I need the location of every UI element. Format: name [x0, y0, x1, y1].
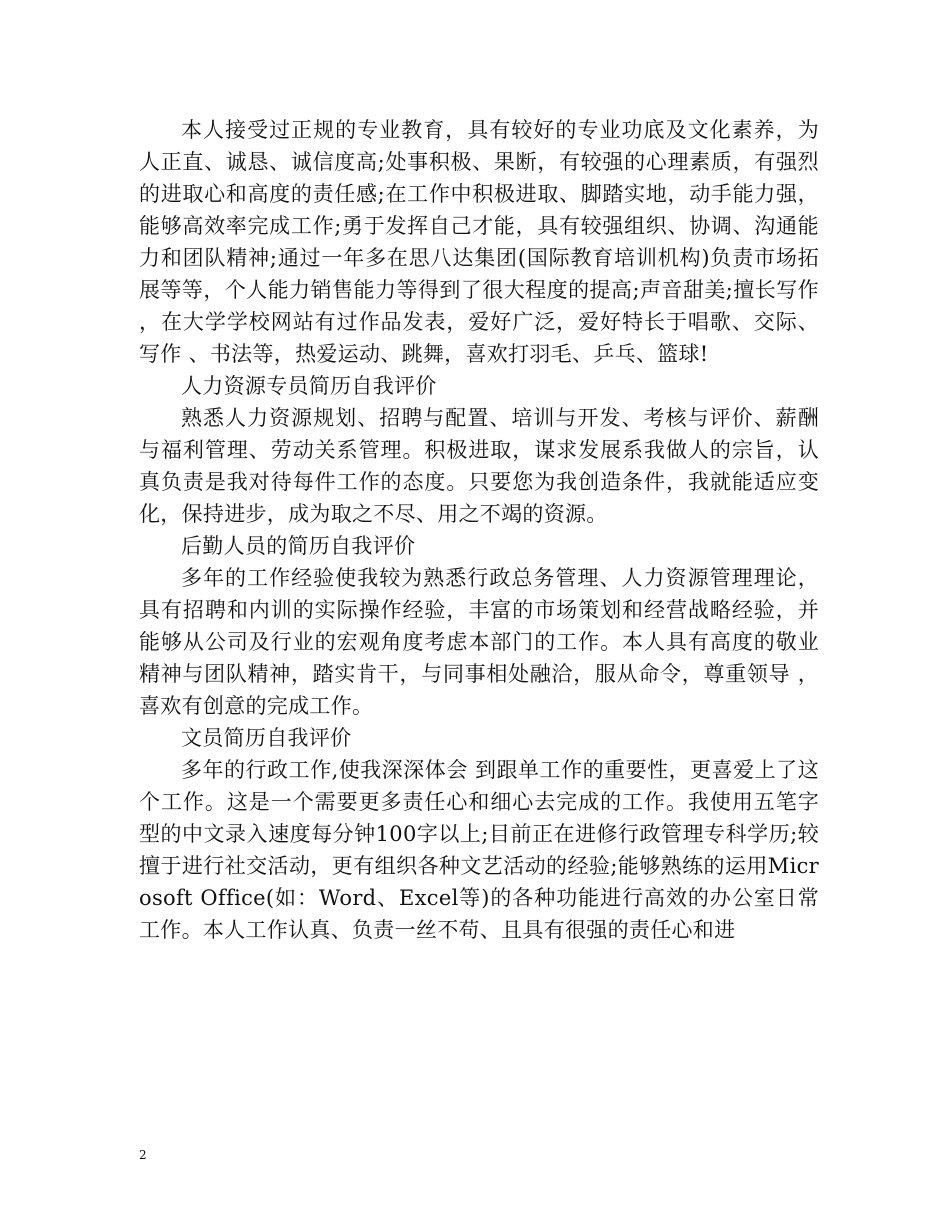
clerk-heading: 文员简历自我评价 [181, 726, 352, 750]
hr-specialist-heading: 人力资源专员简历自我评价 [181, 374, 437, 398]
clerk-paragraph: 多年的行政工作,使我深深体会 到跟单工作的重要性，更喜爱上了这个工作。这是一个需要更多责任心和细心去完成的工作。我使用五笔字型的中文录入速度每分钟100字以上;目前正在进修行政管理专科学历;较擅于进行社交活动，更有组织各种文艺活动的经验;能够熟练的运用Microsoft Office(如：Word、Excel等)的各种功能进行高效的办公室日常工作。本人工作认真、负责一丝不苟、且具有很强的责任心和进 [139, 758, 819, 942]
logistics-staff-paragraph: 多年的工作经验使我较为熟悉行政总务管理、人力资源管理理论，具有招聘和内训的实际操作经验，丰富的市场策划和经营战略经验，并能够从公司及行业的宏观角度考虑本部门的工作。本人具有高度的敬业精神与团队精神，踏实肯干，与同事相处融洽，服从命令，尊重领导 ，喜欢有创意的完成工作。 [139, 566, 819, 718]
self-evaluation-paragraph: 本人接受过正规的专业教育，具有较好的专业功底及文化素养，为人正直、诚恳、诚信度高;处事积极、果断，有较强的心理素质，有强烈的进取心和高度的责任感;在工作中积极进取、脚踏实地，动手能力强，能够高效率完成工作;勇于发挥自己才能，具有较强组织、协调、沟通能力和团队精神;通过一年多在思八达集团(国际教育培训机构)负责市场拓展等等，个人能力销售能力等得到了很大程度的提高;声音甜美;擅长写作 ，在大学学校网站有过作品发表，爱好广泛，爱好特长于唱歌、交际、写作 、书法等，热爱运动、跳舞，喜欢打羽毛、乒乓、篮球! [139, 118, 819, 366]
page-number: 2 [139, 1148, 147, 1162]
logistics-staff-heading: 后勤人员的简历自我评价 [181, 534, 416, 558]
document-body [139, 114, 819, 946]
hr-specialist-paragraph: 熟悉人力资源规划、招聘与配置、培训与开发、考核与评价、薪酬与福利管理、劳动关系管理。积极进取，谋求发展系我做人的宗旨，认真负责是我对待每件工作的态度。只要您为我创造条件，我就能适应变化，保持进步，成为取之不尽、用之不竭的资源。 [139, 406, 819, 526]
